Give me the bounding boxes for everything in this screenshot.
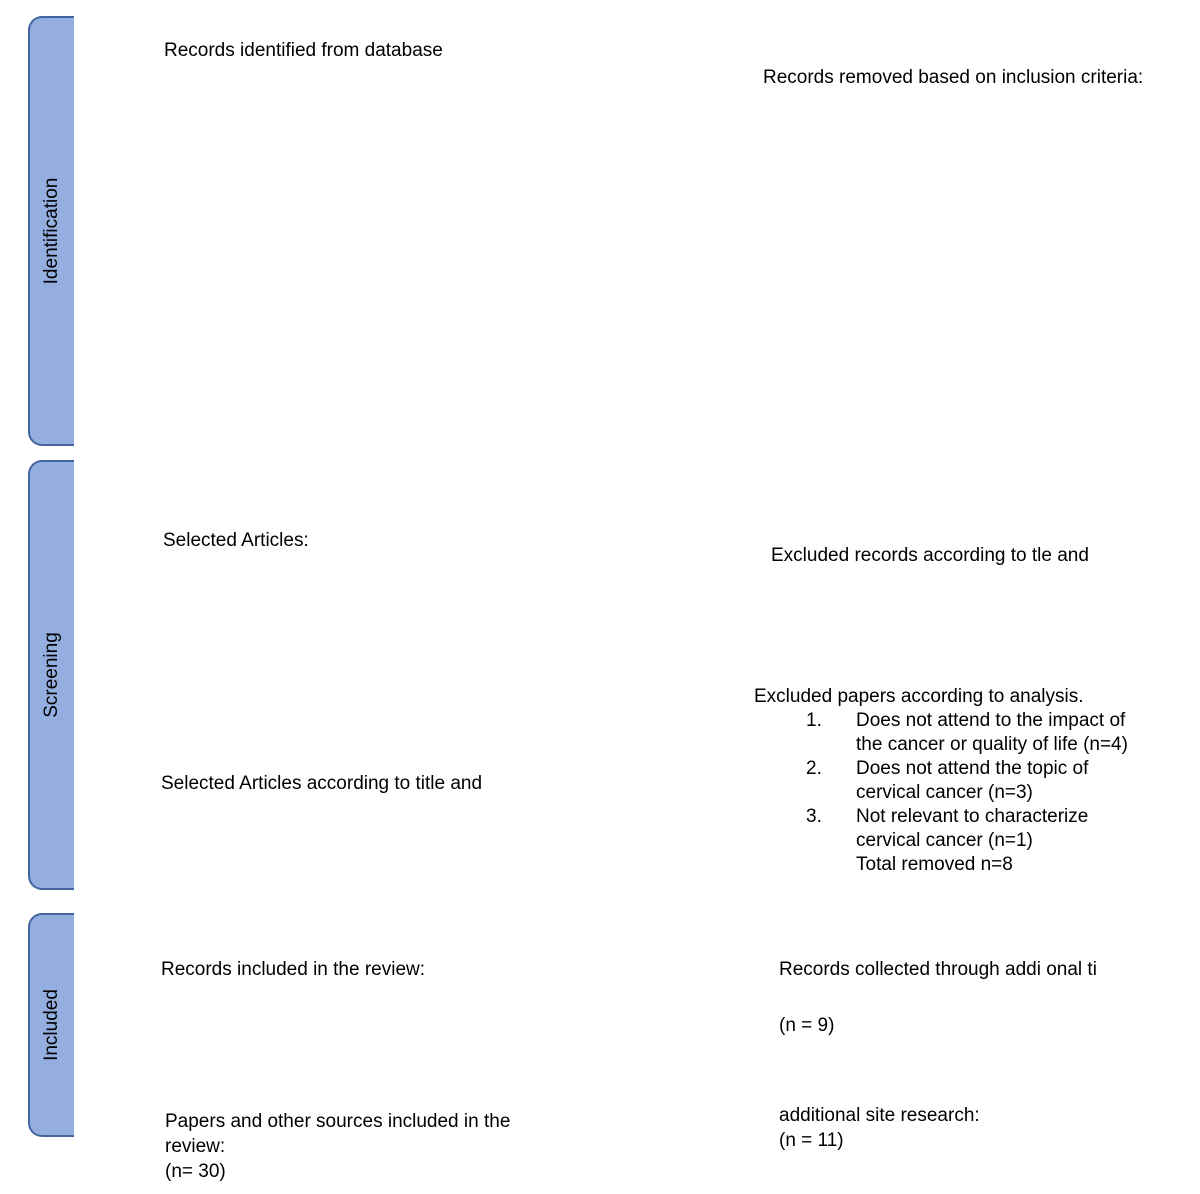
removed-inclusion-text: Records removed based on inclusion criteria: [763, 67, 1144, 88]
exclusion-item-number: 2. [806, 758, 822, 779]
selected-by-title-text: Selected Articles according to title and [161, 773, 483, 794]
selected-articles-text: Selected Articles: [163, 530, 309, 551]
total-removed-text: Total removed n=8 [856, 854, 1013, 875]
phase-identification [28, 16, 74, 446]
phase-identification-label: Identification [41, 177, 62, 285]
exclusion-item-line2: the cancer or quality of life (n=4) [856, 734, 1128, 755]
site-research-count: (n = 11) [779, 1130, 844, 1151]
exclusion-item-line2: cervical cancer (n=1) [856, 830, 1033, 851]
excluded-analysis-header: Excluded papers according to analysis. [754, 686, 1084, 707]
exclusion-item-line1: Not relevant to characterize [856, 806, 1089, 827]
additional-collected-text: Records collected through addi onal ti [779, 959, 1097, 980]
exclusion-item-line1: Does not attend to the impact of [856, 710, 1126, 731]
records-identified-text: Records identified from database [164, 40, 443, 61]
excluded-title-text: Excluded records according to tle and [771, 545, 1089, 566]
records-included-text: Records included in the review: [161, 959, 426, 980]
papers-included-count: (n= 30) [165, 1161, 226, 1182]
papers-included-line2: review: [165, 1136, 226, 1157]
phase-screening [28, 460, 74, 890]
site-research-text: additional site research: [779, 1105, 980, 1126]
exclusion-item-number: 1. [806, 710, 822, 731]
exclusion-item-number: 3. [806, 806, 822, 827]
additional-collected-count: (n = 9) [779, 1015, 835, 1036]
phase-included-label: Included [41, 989, 62, 1061]
phase-screening-label: Screening [41, 632, 62, 718]
exclusion-item-line2: cervical cancer (n=3) [856, 782, 1033, 803]
papers-included-line1: Papers and other sources included in the [165, 1111, 511, 1132]
phase-included [28, 913, 74, 1137]
exclusion-item-line1: Does not attend the topic of [856, 758, 1089, 779]
